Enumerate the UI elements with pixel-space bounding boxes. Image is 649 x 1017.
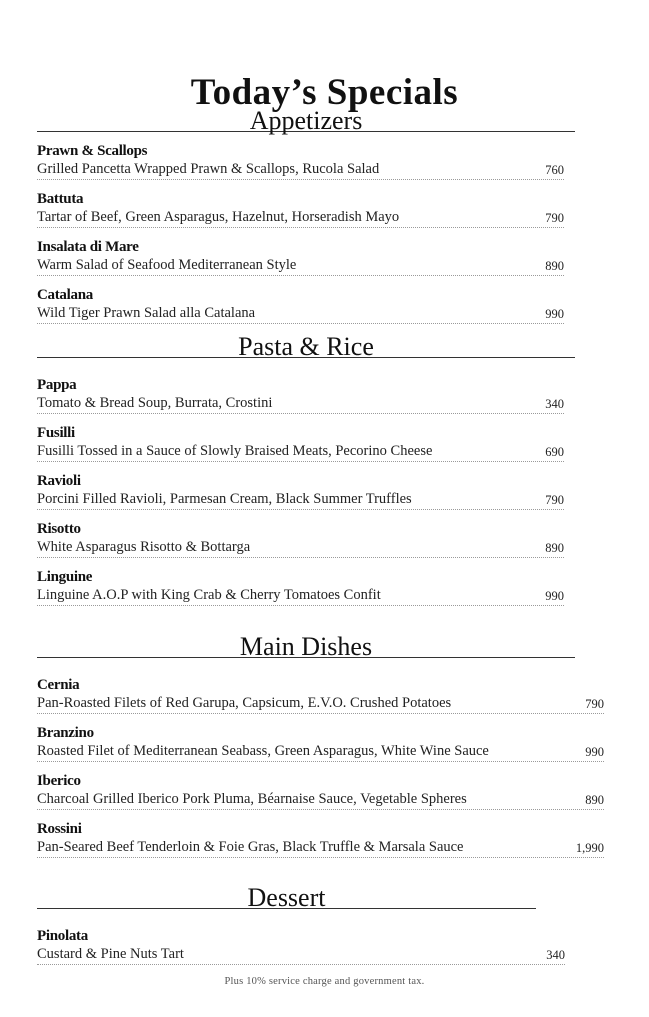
menu-item-list [37,927,565,975]
menu-item-row [37,303,564,324]
menu-item-name: Branzino [37,725,94,741]
section-heading-main-dishes [37,629,575,661]
menu-item [37,238,575,286]
menu-item [37,520,575,568]
menu-item-price: 1,990 [575,841,604,855]
menu-item-description: Fusilli Tossed in a Sauce of Slowly Braised Meats, Pecorino Cheese [37,443,433,459]
menu-item [37,376,575,424]
section-heading-text: Appetizers [249,106,363,135]
menu-item-name: Iberico [37,773,81,789]
page-title: Today’s Specials [190,71,459,113]
menu-item-name: Fusilli [37,425,75,441]
section-dessert [37,880,565,975]
menu-item-description: Grilled Pancetta Wrapped Prawn & Scallops, Rucola Salad [37,161,380,177]
menu-item-description: Pan-Roasted Filets of Red Garupa, Capsicum, E.V.O. Crushed Potatoes [37,695,452,711]
section-appetizers [37,103,575,334]
menu-item-price: 890 [545,541,564,555]
menu-item-row [37,944,565,965]
menu-item-name: Linguine [37,569,93,585]
menu-item-list [37,676,604,868]
menu-item [37,820,604,868]
section-heading-dessert [37,880,536,912]
menu-item [37,424,575,472]
menu-item [37,472,575,520]
menu-item-price: 990 [545,589,564,603]
menu-item-price: 890 [585,793,604,807]
menu-item-row [37,207,564,228]
menu-item-description: Roasted Filet of Mediterranean Seabass, Green Asparagus, White Wine Sauce [37,743,489,759]
menu-item [37,142,575,190]
menu-item-row [37,585,564,606]
menu-item-description: Charcoal Grilled Iberico Pork Pluma, Béarnaise Sauce, Vegetable Spheres [37,791,467,807]
menu-item-price: 690 [545,445,564,459]
menu-item-row [37,441,564,462]
menu-item [37,772,604,820]
menu-item-name: Ravioli [37,473,81,489]
menu-item-price: 340 [546,948,565,962]
menu-item [37,568,575,616]
menu-item-name: Pappa [37,377,77,393]
menu-item-list [37,376,575,616]
menu-item [37,190,575,238]
menu-item-description: Tartar of Beef, Green Asparagus, Hazelnut, Horseradish Mayo [37,209,400,225]
menu-item-description: Tomato & Bread Soup, Burrata, Crostini [37,395,273,411]
menu-item-price: 760 [545,163,564,177]
footnote: Plus 10% service charge and government tax. [224,976,425,987]
menu-item-price: 790 [585,697,604,711]
menu-item-description: Wild Tiger Prawn Salad alla Catalana [37,305,256,321]
menu-item-description: Custard & Pine Nuts Tart [37,946,184,962]
menu-item-price: 790 [545,493,564,507]
menu-item-list [37,142,575,334]
menu-item-name: Prawn & Scallops [37,143,148,159]
menu-item-description: Porcini Filled Ravioli, Parmesan Cream, Black Summer Truffles [37,491,412,507]
menu-item-row [37,489,564,510]
menu-item [37,724,604,772]
section-pasta-rice [37,329,575,616]
menu-item-name: Rossini [37,821,82,837]
menu-item-name: Insalata di Mare [37,239,139,255]
menu-item-name: Pinolata [37,928,88,944]
menu-item-name: Battuta [37,191,84,207]
section-heading-pasta-rice [37,329,575,361]
menu-item-description: White Asparagus Risotto & Bottarga [37,539,251,555]
section-heading-text: Pasta & Rice [238,332,374,361]
menu-item-description: Warm Salad of Seafood Mediterranean Style [37,257,297,273]
menu-item-price: 340 [545,397,564,411]
menu-item-name: Risotto [37,521,81,537]
menu-item-row [37,537,564,558]
menu-item-price: 990 [585,745,604,759]
menu-item-price: 990 [545,307,564,321]
menu-item-name: Cernia [37,677,80,693]
section-heading-text: Dessert [247,883,326,912]
section-heading-appetizers [37,103,575,135]
menu-item [37,286,575,334]
menu-item-row [37,837,604,858]
section-heading-text: Main Dishes [239,632,373,661]
menu-item-row [37,741,604,762]
menu-item-description: Pan-Seared Beef Tenderloin & Foie Gras, Black Truffle & Marsala Sauce [37,839,464,855]
menu-item-row [37,159,564,180]
menu-item [37,927,565,975]
section-main-dishes [37,629,604,868]
menu-item-row [37,693,604,714]
menu-item-price: 790 [545,211,564,225]
menu-item-row [37,789,604,810]
menu-item-row [37,393,564,414]
menu-item-price: 890 [545,259,564,273]
menu-item-name: Catalana [37,287,93,303]
menu-item [37,676,604,724]
menu-item-row [37,255,564,276]
menu-item-description: Linguine A.O.P with King Crab & Cherry Tomatoes Confit [37,587,381,603]
